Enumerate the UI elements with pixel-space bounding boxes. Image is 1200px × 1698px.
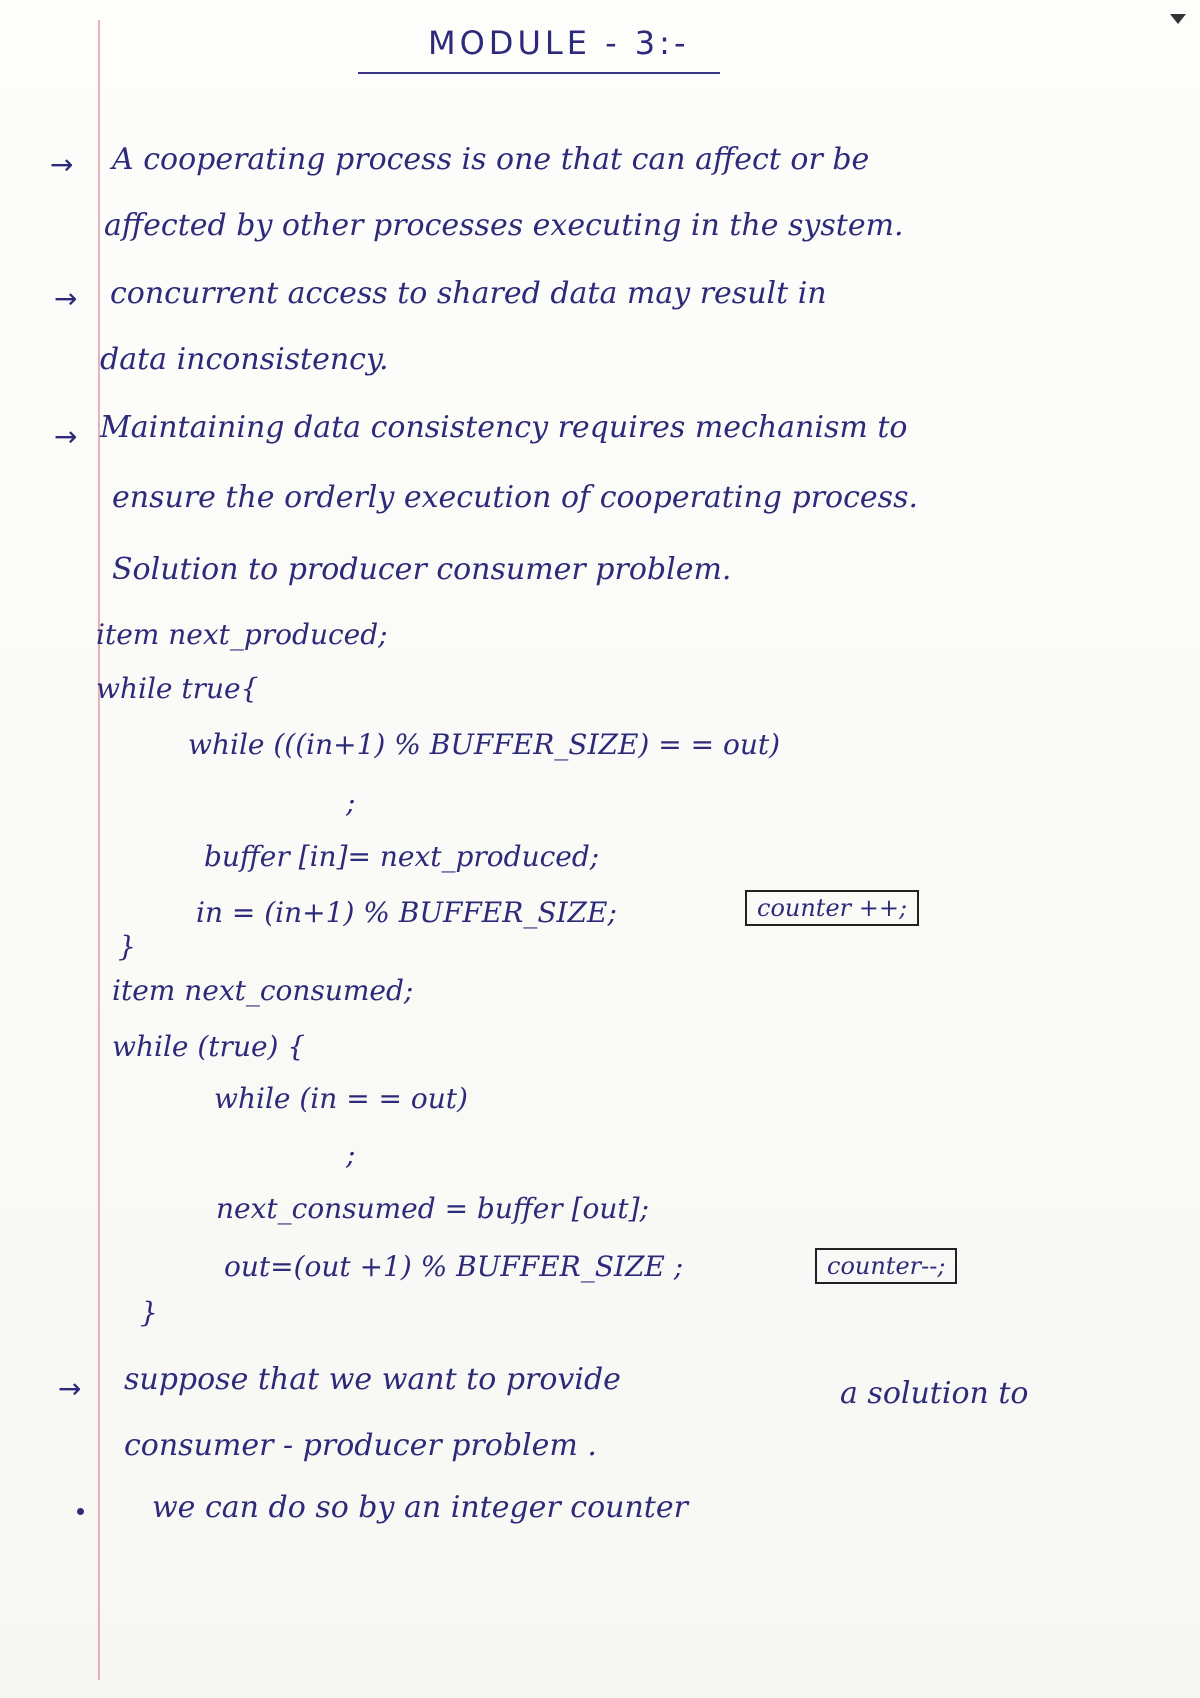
code-line-5: buffer [in]= next_produced; bbox=[204, 840, 600, 873]
section-heading: Solution to producer consumer problem. bbox=[112, 552, 732, 587]
code-line-3: while (((in+1) % BUFFER_SIZE) = = out) bbox=[188, 728, 781, 761]
code-line-10: while (in = = out) bbox=[214, 1082, 468, 1115]
arrow-bullet-3: → bbox=[54, 420, 78, 453]
margin-line bbox=[98, 20, 100, 1680]
closing-line-2: consumer - producer problem . bbox=[124, 1428, 597, 1463]
title-underline bbox=[358, 72, 720, 74]
paragraph-2-line-1: concurrent access to shared data may result in bbox=[110, 276, 827, 311]
counter-decrement-box: counter--; bbox=[815, 1248, 957, 1284]
code-line-14: } bbox=[140, 1296, 158, 1329]
bullet-dot bbox=[77, 1508, 84, 1515]
closing-line-1: suppose that we want to provide bbox=[124, 1362, 621, 1397]
code-line-4: ; bbox=[346, 786, 356, 819]
paragraph-1-line-2: affected by other processes executing in the system. bbox=[104, 208, 904, 243]
code-line-6: in = (in+1) % BUFFER_SIZE; bbox=[196, 896, 617, 929]
closing-line-3: we can do so by an integer counter bbox=[152, 1490, 688, 1525]
arrow-bullet-2: → bbox=[54, 282, 78, 315]
code-line-11: ; bbox=[346, 1138, 356, 1171]
code-line-7: } bbox=[118, 930, 136, 963]
arrow-bullet-1: → bbox=[50, 148, 74, 181]
page-title: MODULE - 3:- bbox=[428, 24, 690, 62]
paragraph-2-line-2: data inconsistency. bbox=[100, 342, 389, 377]
code-line-12: next_consumed = buffer [out]; bbox=[216, 1192, 650, 1225]
corner-mark bbox=[1170, 14, 1186, 24]
code-line-13: out=(out +1) % BUFFER_SIZE ; bbox=[224, 1250, 684, 1283]
code-line-8: item next_consumed; bbox=[112, 974, 414, 1007]
code-line-1: item next_produced; bbox=[96, 618, 388, 651]
arrow-bullet-4: → bbox=[58, 1372, 82, 1405]
paragraph-3-line-1: Maintaining data consistency requires mechanism to bbox=[100, 410, 908, 445]
closing-line-1b: a solution to bbox=[840, 1376, 1029, 1411]
code-line-9: while (true) { bbox=[112, 1030, 306, 1063]
paragraph-3-line-2: ensure the orderly execution of cooperating process. bbox=[112, 480, 919, 515]
counter-increment-box: counter ++; bbox=[745, 890, 919, 926]
code-line-2: while true{ bbox=[96, 672, 259, 705]
paragraph-1-line-1: A cooperating process is one that can affect or be bbox=[112, 142, 870, 177]
